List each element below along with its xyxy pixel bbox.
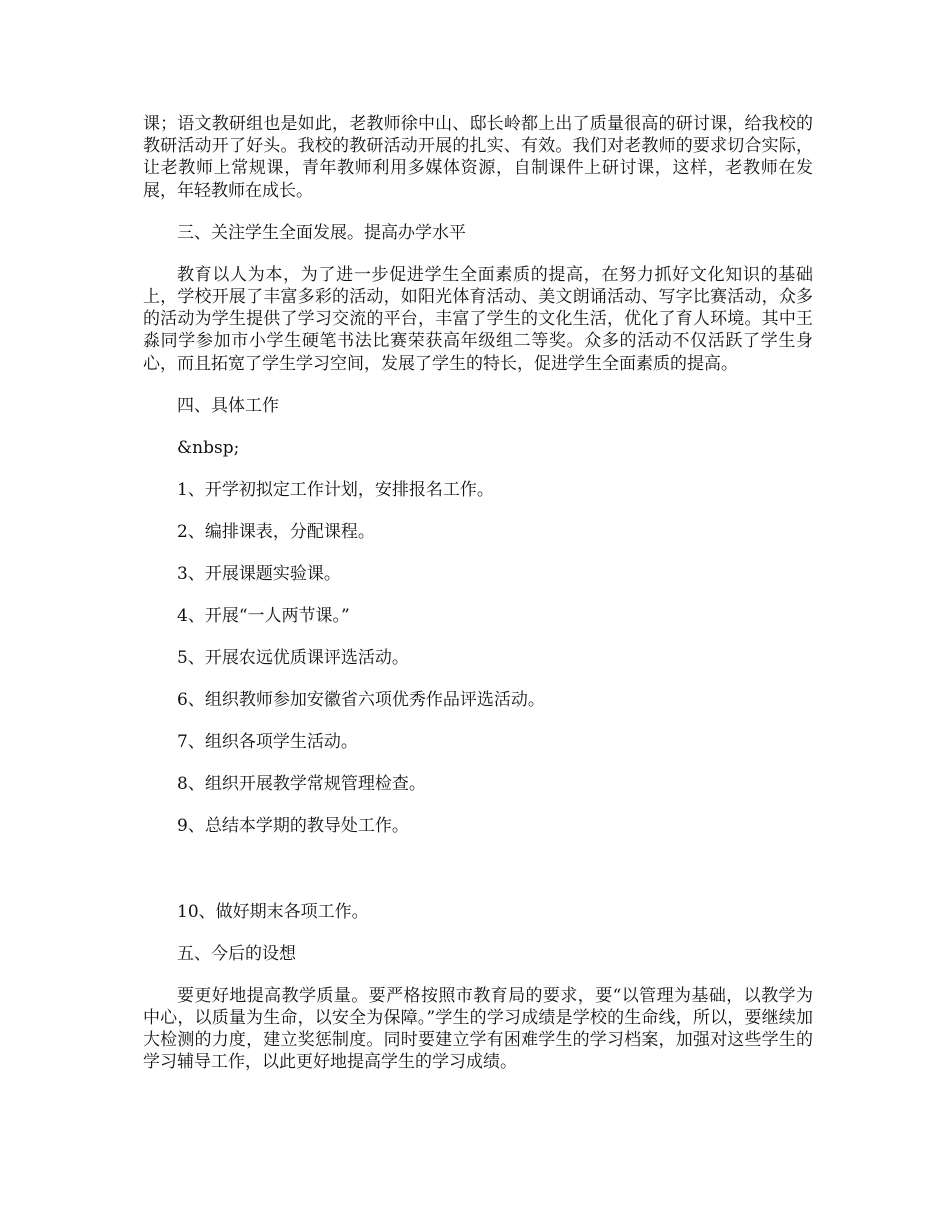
document-page (143, 113, 813, 1074)
work-item-8: 8、组织开展教学常规管理检查。 (177, 773, 426, 794)
section-5-paragraph: 要更好地提高教学质量。要严格按照市教育局的要求，要“以管理为基础，以教学为中心，以质量为生命，以安全为保障。”学生的学习成绩是学校的生命线，所以，要继续加大检测的力度，建立奖惩制度。同时要建立学有困难学生的学习档案，加强对这些学生的学习辅导工作，以此更好地提高学生的学习成绩。 (143, 985, 813, 1073)
section-5-heading: 五、今后的设想 (177, 943, 296, 964)
work-item-9: 9、总结本学期的教导处工作。 (177, 815, 409, 836)
work-item-4: 4、开展“一人两节课。” (177, 605, 350, 626)
section-3-heading: 三、关注学生全面发展。提高办学水平 (177, 222, 466, 243)
work-item-3: 3、开展课题实验课。 (177, 563, 341, 584)
nbsp-placeholder: &nbsp; (177, 437, 240, 458)
work-item-10: 10、做好期末各项工作。 (177, 901, 369, 922)
work-item-2: 2、编排课表，分配课程。 (177, 521, 375, 542)
section-3-paragraph: 教育以人为本，为了进一步促进学生全面素质的提高，在努力抓好文化知识的基础上，学校开展了丰富多彩的活动，如阳光体育活动、美文朗诵活动、写字比赛活动，众多的活动为学生提供了学习交流的平台，丰富了学生的文化生活，优化了育人环境。其中王淼同学参加市小学生硬笔书法比赛荣获高年级组二等奖。众多的活动不仅活跃了学生身心，而且拓宽了学生学习空间，发展了学生的特长，促进学生全面素质的提高。 (143, 264, 813, 374)
work-item-1: 1、开学初拟定工作计划，安排报名工作。 (177, 479, 494, 500)
section-4-heading: 四、具体工作 (177, 395, 279, 416)
intro-paragraph: 课；语文教研组也是如此，老教师徐中山、邸长岭都上出了质量很高的研讨课，给我校的教研活动开了好头。我校的教研活动开展的扎实、有效。我们对老教师的要求切合实际，让老教师上常规课，青年教师利用多媒体资源，自制课件上研讨课，这样，老教师在发展，年轻教师在成长。 (143, 114, 813, 201)
work-item-7: 7、组织各项学生活动。 (177, 731, 358, 752)
work-item-5: 5、开展农远优质课评选活动。 (177, 647, 409, 668)
work-item-6: 6、组织教师参加安徽省六项优秀作品评选活动。 (177, 689, 545, 710)
